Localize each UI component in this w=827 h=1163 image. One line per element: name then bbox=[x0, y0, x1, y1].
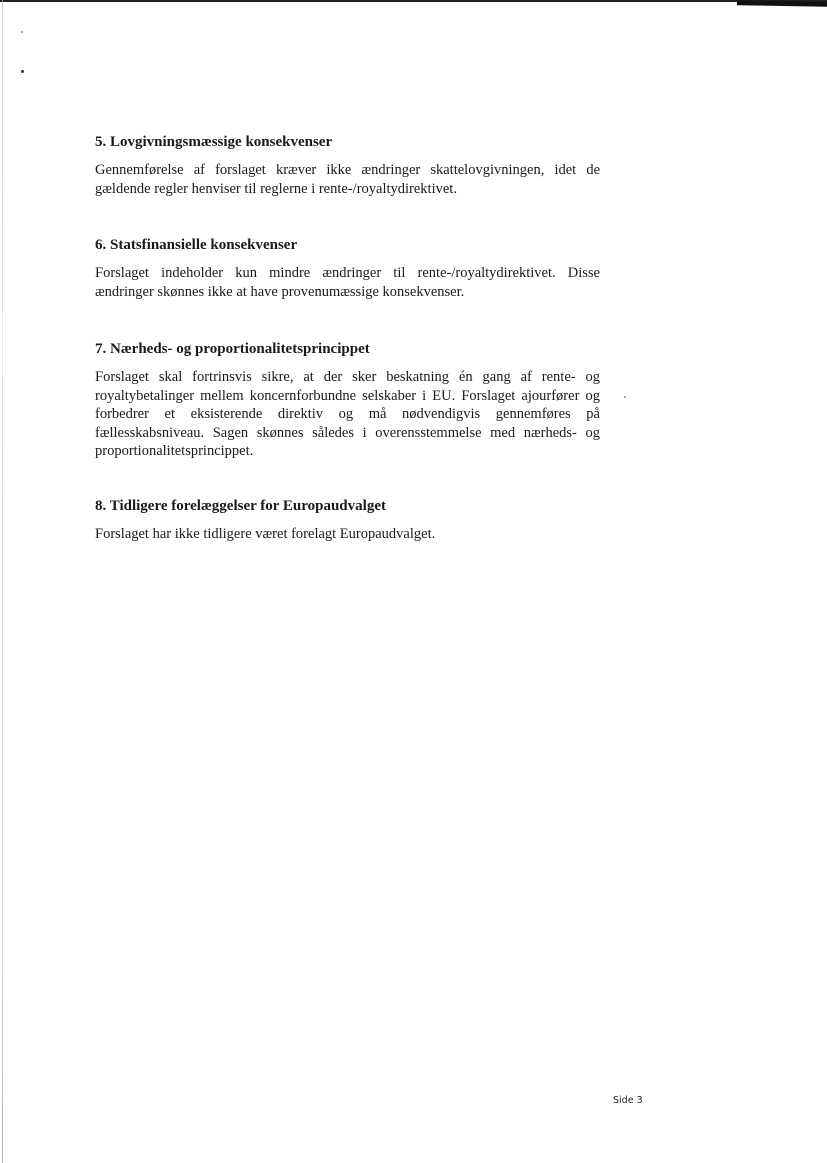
section-7 bbox=[95, 340, 600, 461]
section-5 bbox=[95, 133, 600, 198]
scan-top-edge-mark bbox=[737, 0, 827, 7]
page-number: Side 3 bbox=[613, 1095, 643, 1106]
scan-speck bbox=[21, 70, 24, 73]
section-body: Gennemførelse af forslaget kræver ikke ændringer skattelovgivningen, idet de gældende regler henviser til reglerne i rente-/royaltydirektivet. bbox=[95, 162, 600, 197]
section-8 bbox=[95, 497, 600, 544]
section-body: Forslaget skal fortrinsvis sikre, at der sker beskatning én gang af rente- og royaltybetalinger mellem koncernforbundne selskaber i EU. Forslaget ajourfører og forbedrer et eksisterende direktiv og må nødvendigvis gennemføres på fællesskabsniveau. Sagen skønnes således i overensstemmelse med nærheds- og proportionalitetsprincippet. bbox=[95, 369, 600, 459]
section-heading: 5. Lovgivningsmæssige konsekvenser bbox=[95, 134, 333, 150]
section-heading: 7. Nærheds- og proportionalitetsprincippet bbox=[95, 341, 370, 357]
section-body: Forslaget indeholder kun mindre ændringer til rente-/royaltydirektivet. Disse ændringer skønnes ikke at have provenumæssige konsekvenser. bbox=[95, 265, 600, 300]
scan-speck bbox=[624, 396, 626, 398]
section-heading: 6. Statsfinansielle konsekvenser bbox=[95, 237, 298, 253]
scan-left-edge bbox=[2, 0, 3, 1163]
section-body: Forslaget har ikke tidligere været forelagt Europaudvalget. bbox=[95, 526, 436, 542]
section-heading: 8. Tidligere forelæggelser for Europaudvalget bbox=[95, 498, 386, 514]
scan-speck bbox=[21, 31, 23, 33]
section-6 bbox=[95, 236, 600, 301]
scan-top-edge bbox=[0, 0, 827, 2]
